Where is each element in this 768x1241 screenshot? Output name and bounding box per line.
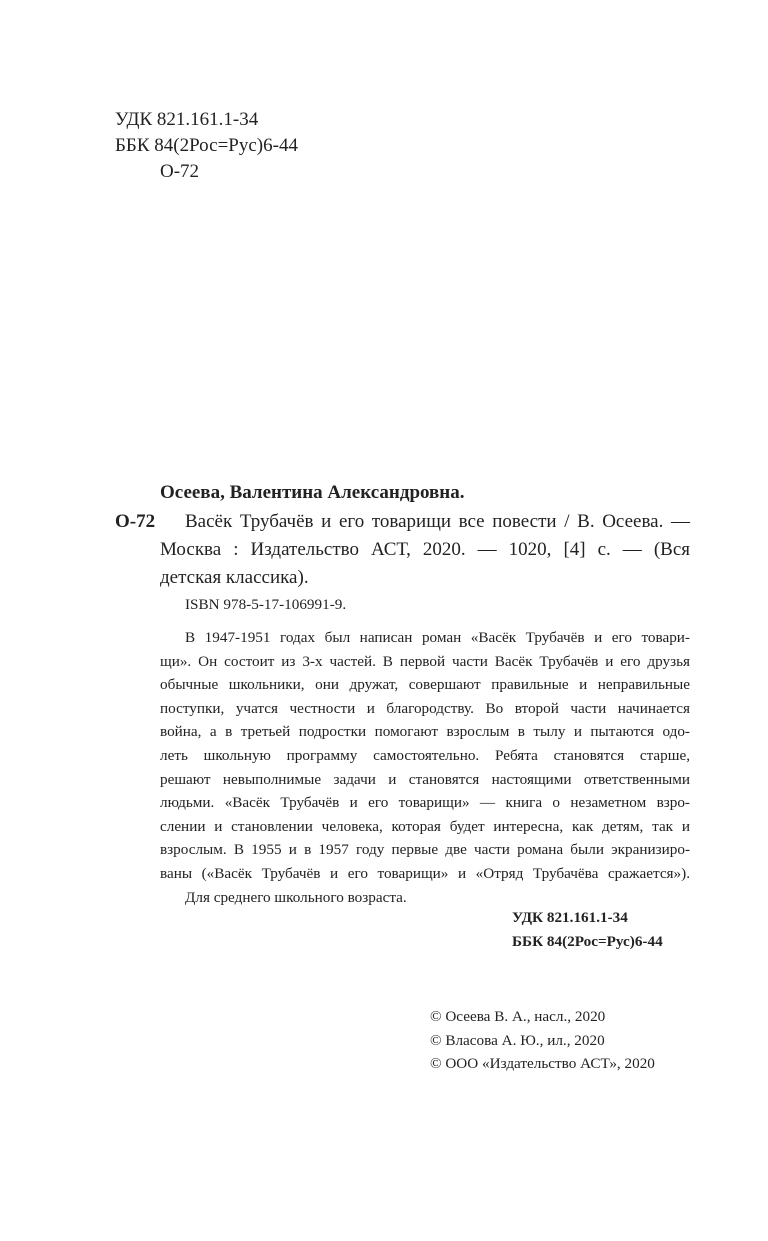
annotation-line: слении и становлении человека, которая будет интересна, как детям, так и xyxy=(160,817,690,835)
bbk-code-bottom: ББК 84(2Рос=Рус)6-44 xyxy=(512,933,663,950)
udk-code: УДК 821.161.1-34 xyxy=(115,109,259,130)
annotation-line: поступки, учатся честности и благородству. Во второй части начинается xyxy=(160,699,690,717)
copyright-line: © Осеева В. А., насл., 2020 xyxy=(430,1008,606,1025)
annotation-line: обычные школьники, они дружат, совершают правильные и неправильные xyxy=(160,676,690,694)
annotation-line: В 1947-1951 годах был написан роман «Васёк Трубачёв и его товари- xyxy=(185,629,690,646)
annotation-line: людьми. «Васёк Трубачёв и его товарищи» — книга о незаметном взро- xyxy=(160,794,690,812)
annotation-line: леть школьную программу самостоятельно. Ребята становятся старше, xyxy=(160,746,690,764)
desc-line: Васёк Трубачёв и его товарищи все повести / В. Осеева. — xyxy=(185,511,690,532)
udk-header xyxy=(115,107,298,185)
desc-line: Москва : Издательство АСТ, 2020. — 1020, [4] с. — (Вся xyxy=(160,539,690,560)
copyright-block xyxy=(430,1005,655,1076)
author-heading: Осеева, Валентина Александровна. xyxy=(160,482,465,503)
annotation-line: взрослым. В 1955 и в 1957 году первые две части романа были экранизиро- xyxy=(160,841,690,859)
udk-code-bottom: УДК 821.161.1-34 xyxy=(512,909,628,926)
copyright-line: © ООО «Издательство АСТ», 2020 xyxy=(430,1055,655,1072)
bbk-code: ББК 84(2Рос=Рус)6-44 xyxy=(115,135,298,156)
desc-line: детская классика). xyxy=(160,567,309,588)
udk-footer xyxy=(512,906,663,954)
author-mark: О-72 xyxy=(160,161,200,182)
bibliographic-description xyxy=(160,508,690,592)
annotation-line: война, а в третьей подростки помогают взрослым в тылу и пытаются одо- xyxy=(160,723,690,741)
annotation-line: щи». Он состоит из 3-х частей. В первой части Васёк Трубачёв и его друзья xyxy=(160,652,690,670)
annotation xyxy=(160,626,690,909)
annotation-line: решают невыполнимые задачи и становятся настоящими ответственными xyxy=(160,770,690,788)
entry-author-mark: О-72 xyxy=(115,511,156,532)
isbn: ISBN 978-5-17-106991-9. xyxy=(185,596,347,613)
age-rating: Для среднего школьного возраста. xyxy=(185,888,407,906)
annotation-line: ваны («Васёк Трубачёв и его товарищи» и «Отряд Трубачёва сражается»). xyxy=(160,864,690,882)
copyright-line: © Власова А. Ю., ил., 2020 xyxy=(430,1031,605,1049)
